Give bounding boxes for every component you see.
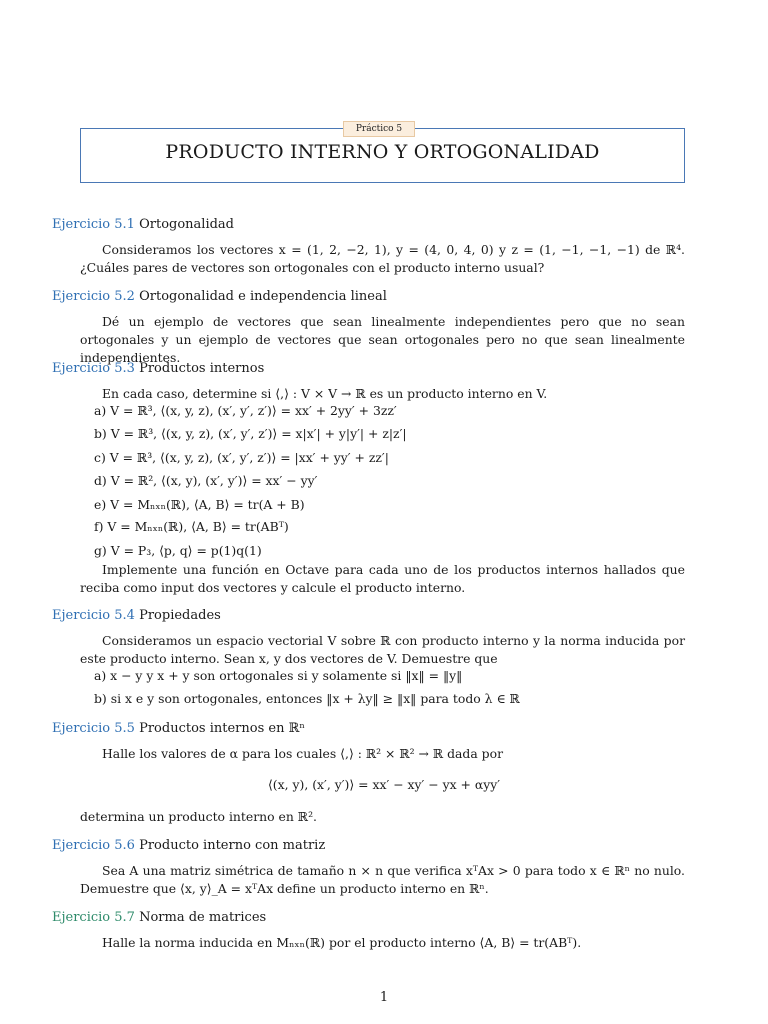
exercise-label: Ejercicio 5.4	[52, 608, 135, 623]
exercise-label: Ejercicio 5.3	[52, 361, 135, 376]
exercise-label: Ejercicio 5.7	[52, 910, 135, 925]
list-item: f) V = Mₙₓₙ(ℝ), ⟨A, B⟩ = tr(ABᵀ)	[94, 519, 289, 534]
list-item: b) V = ℝ³, ⟨(x, y, z), (x′, y′, z′)⟩ = x|x′| + y|y′| + z|z′|	[94, 426, 407, 441]
exercise-5-6-body: Sea A una matriz simétrica de tamaño n × n que verifica xᵀAx > 0 para todo x ∈ ℝⁿ no nulo. Demuestre que ⟨x, y⟩_A = xᵀAx define un producto interno en ℝⁿ.	[80, 863, 685, 896]
exercise-5-3-outro: Implemente una función en Octave para cada uno de los productos internos hallados que reciba como input dos vectores y calcule el producto interno.	[80, 562, 685, 595]
exercise-title: Productos internos en ℝⁿ	[139, 721, 306, 736]
exercise-title: Ortogonalidad e independencia lineal	[139, 289, 387, 304]
list-item: d) V = ℝ², ⟨(x, y), (x′, y′)⟩ = xx′ − yy′	[94, 473, 318, 488]
exercise-label: Ejercicio 5.2	[52, 289, 135, 304]
list-item: b) si x e y son ortogonales, entonces ‖x + λy‖ ≥ ‖x‖ para todo λ ∈ ℝ	[94, 691, 520, 706]
exercise-label: Ejercicio 5.6	[52, 838, 135, 853]
exercise-5-3-heading	[52, 361, 264, 376]
exercise-5-3-intro: En cada caso, determine si ⟨,⟩ : V × V → ℝ es un producto interno en V.	[102, 386, 548, 401]
exercise-title: Propiedades	[139, 608, 221, 623]
exercise-5-4-body: Consideramos un espacio vectorial V sobre ℝ con producto interno y la norma inducida por este producto interno. Sean x, y dos vectores de V. Demuestre que	[80, 633, 685, 666]
exercise-title: Productos internos	[139, 361, 265, 376]
page-title: PRODUCTO INTERNO Y ORTOGONALIDAD	[165, 141, 600, 163]
list-item: e) V = Mₙₓₙ(ℝ), ⟨A, B⟩ = tr(A + B)	[94, 497, 305, 512]
exercise-5-1-heading	[52, 217, 234, 232]
exercise-5-6-heading	[52, 838, 325, 853]
list-item: g) V = P₃, ⟨p, q⟩ = p(1)q(1)	[94, 543, 262, 558]
exercise-5-5-outro: determina un producto interno en ℝ².	[80, 809, 317, 824]
page-number: 1	[379, 990, 389, 1005]
list-item: c) V = ℝ³, ⟨(x, y, z), (x′, y′, z′)⟩ = |xx′ + yy′ + zz′|	[94, 450, 389, 465]
exercise-label: Ejercicio 5.5	[52, 721, 135, 736]
exercise-5-7-body: Halle la norma inducida en Mₙₓₙ(ℝ) por el producto interno ⟨A, B⟩ = tr(ABᵀ).	[102, 935, 582, 950]
exercise-label: Ejercicio 5.1	[52, 217, 135, 232]
exercise-title: Producto interno con matriz	[139, 838, 326, 853]
exercise-title: Ortogonalidad	[139, 217, 234, 232]
exercise-5-1-body: Consideramos los vectores x = (1, 2, −2, 1), y = (4, 0, 4, 0) y z = (1, −1, −1, −1) de ℝ⁴. ¿Cuáles pares de vectores son ortogonales con el producto interno usual?	[80, 242, 685, 275]
exercise-5-5-heading	[52, 721, 305, 736]
exercise-5-2-heading	[52, 289, 387, 304]
exercise-5-5-formula: ⟨(x, y), (x′, y′)⟩ = xx′ − xy′ − yx + αyy′	[267, 777, 501, 792]
list-item: a) x − y y x + y son ortogonales si y solamente si ‖x‖ = ‖y‖	[94, 668, 463, 683]
exercise-5-4-heading	[52, 608, 221, 623]
exercise-5-2-body: Dé un ejemplo de vectores que sean linealmente independientes pero que no sean ortogonales y un ejemplo de vectores que sean ortogonales pero no que sean linealmente independientes.	[80, 314, 685, 365]
list-item: a) V = ℝ³, ⟨(x, y, z), (x′, y′, z′)⟩ = xx′ + 2yy′ + 3zz′	[94, 403, 397, 418]
exercise-5-7-heading	[52, 910, 266, 925]
practice-tag: Práctico 5	[343, 121, 415, 137]
exercise-5-5-body: Halle los valores de α para los cuales ⟨,⟩ : ℝ² × ℝ² → ℝ dada por	[102, 746, 504, 761]
exercise-title: Norma de matrices	[139, 910, 267, 925]
